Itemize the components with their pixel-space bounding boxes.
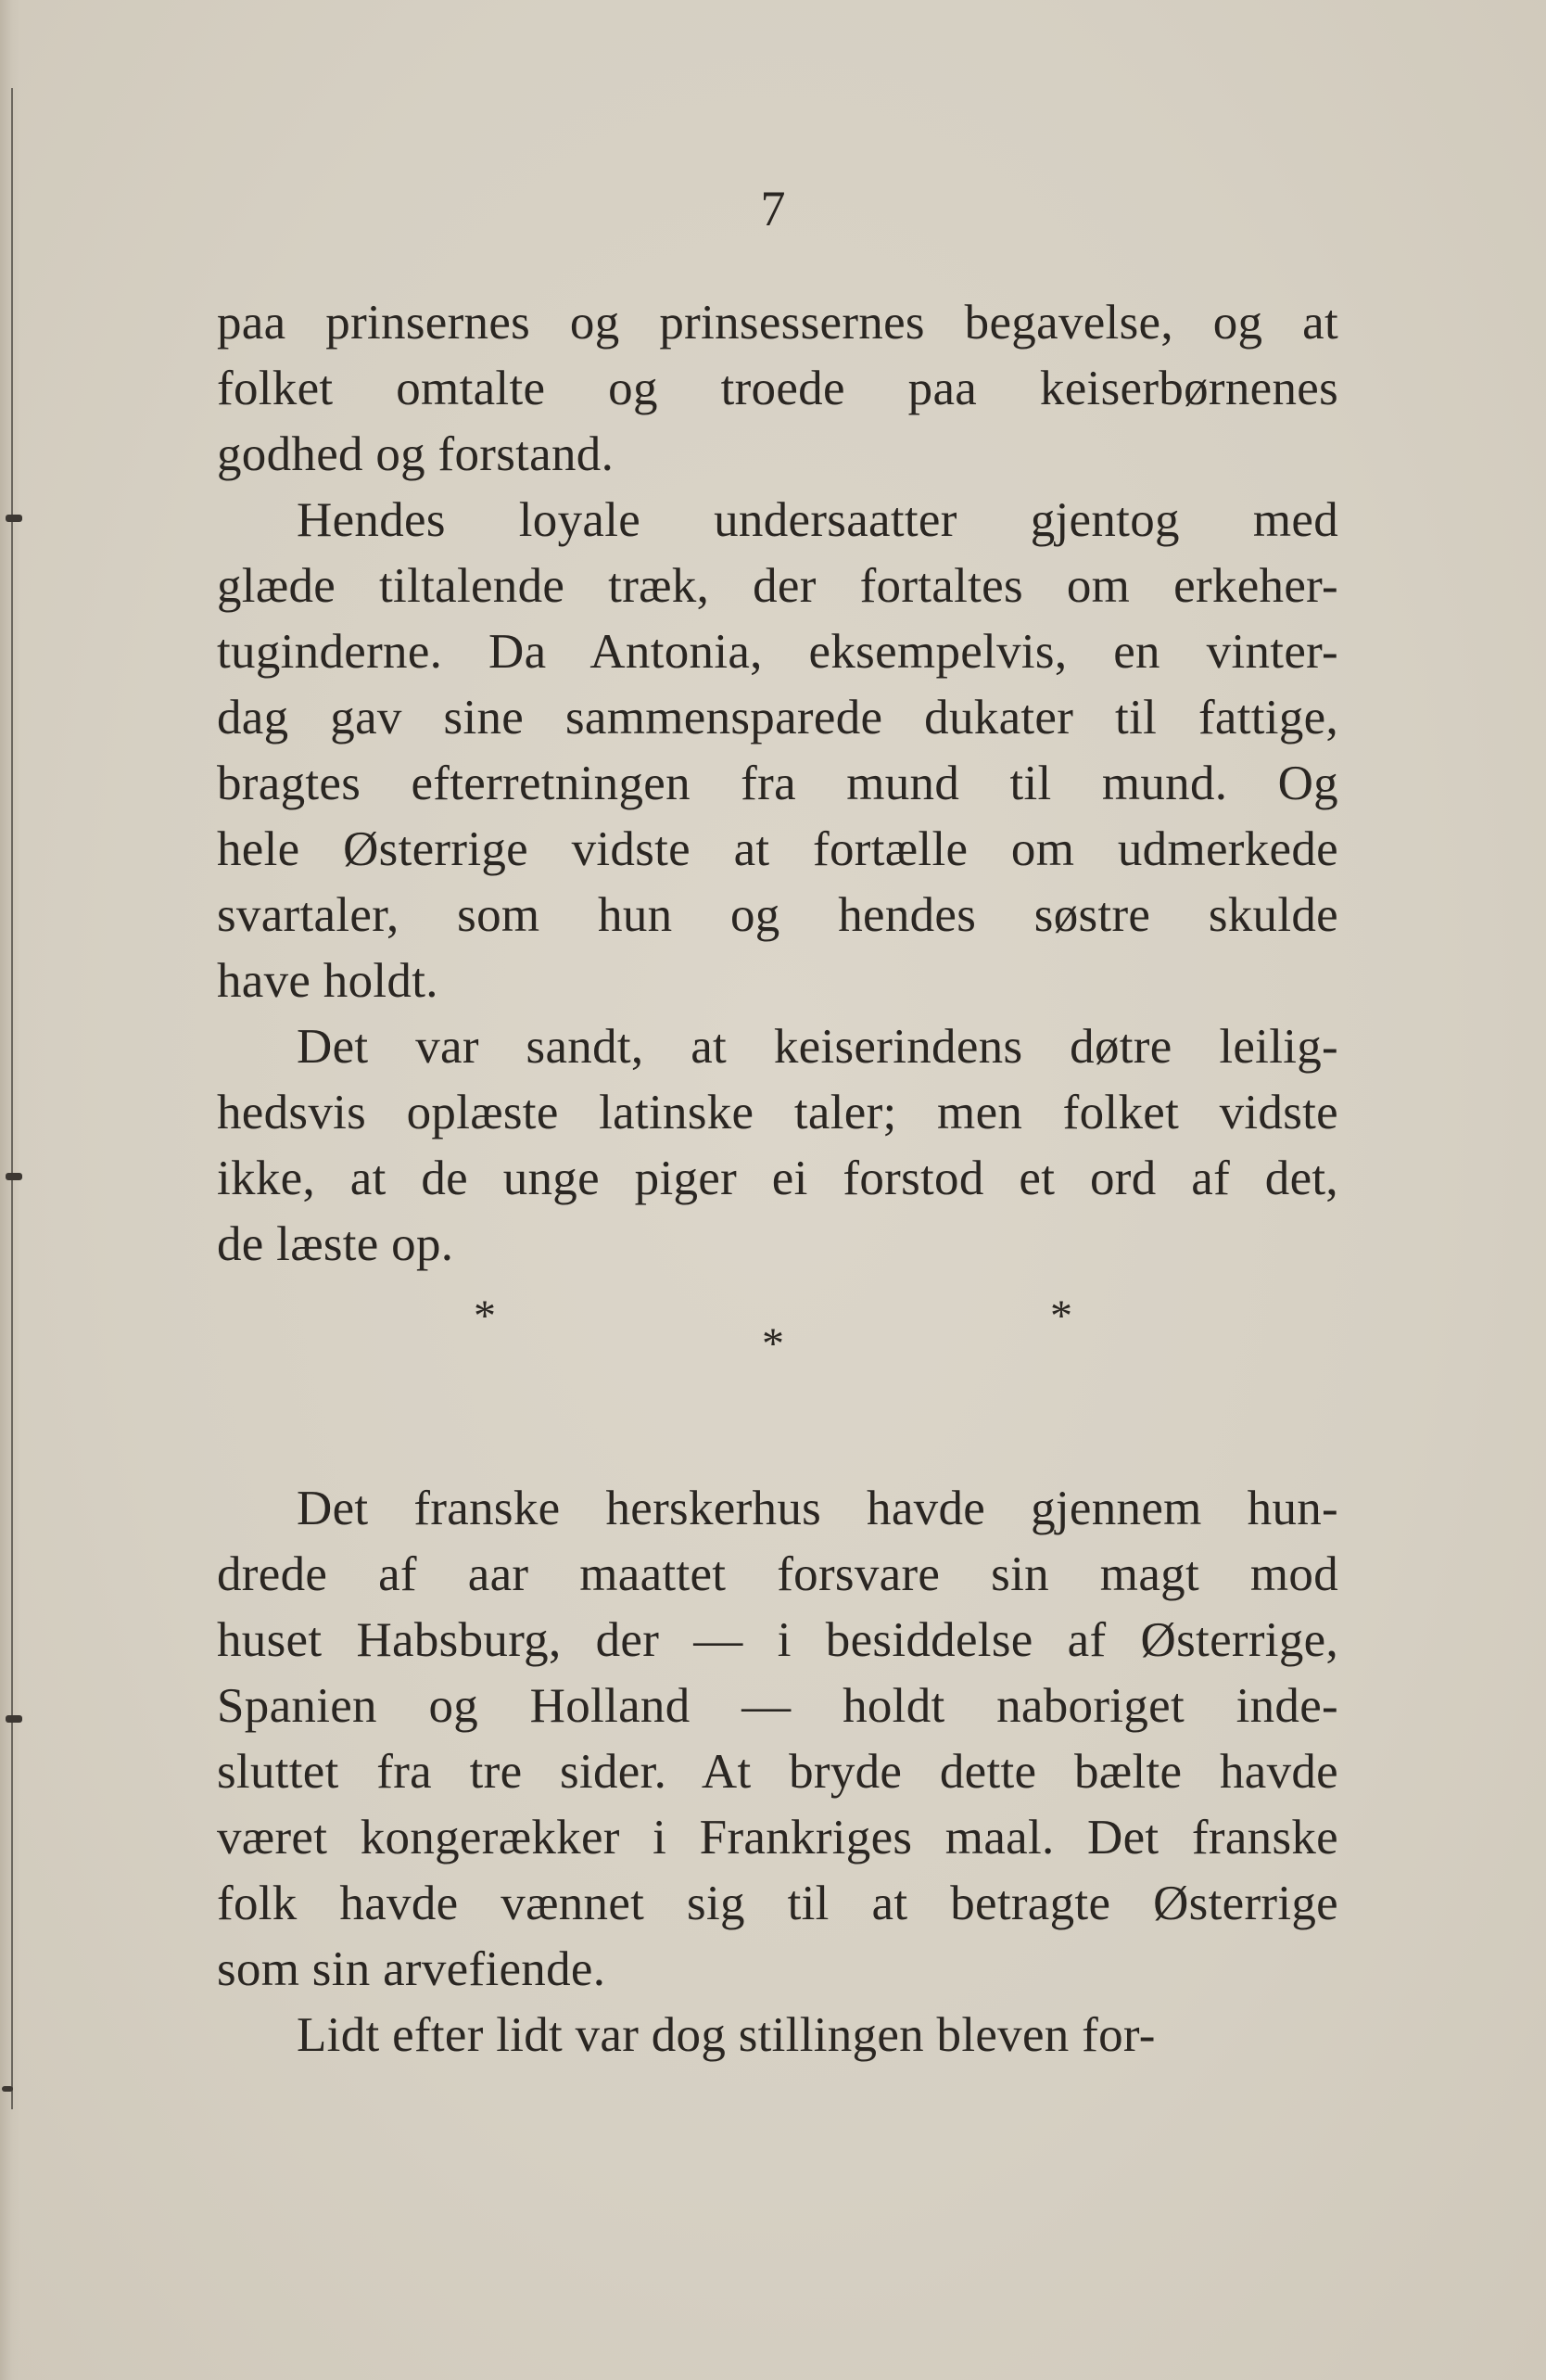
text-line: godhed og forstand. [217,427,615,481]
asterisk: * [762,1319,785,1368]
binding-mark [6,515,22,522]
text-line: sluttet fra tre sider. At bryde dette bælte havde [217,1745,1338,1799]
asterisk: * [474,1292,497,1341]
page-number: 7 [760,181,786,236]
text-line: folk havde vænnet sig til at betragte Østerrige [217,1877,1338,1930]
text-line: hele Østerrige vidste at fortælle om udmerkede [217,822,1338,876]
paragraph [217,1014,1338,1278]
text-line: glæde tiltalende træk, der fortaltes om erkeher- [217,559,1338,613]
text-line: tuginderne. Da Antonia, eksempelvis, en vinter- [217,625,1338,679]
text-line: ikke, at de unge piger ei forstod et ord af det, [217,1152,1338,1205]
binding-mark [6,1715,22,1723]
text-line: folket omtalte og troede paa keiserbørnenes [217,362,1338,415]
text-line: Hendes loyale undersaatter gjentog med [297,493,1338,547]
text-line: huset Habsburg, der — i besiddelse af Østerrige, [217,1613,1338,1667]
text-line: som sin arvefiende. [217,1942,606,1996]
paragraph [217,488,1338,1014]
text-line: Lidt efter lidt var dog stillingen bleven for- [297,2008,1156,2062]
text-line: hedsvis oplæste latinske taler; men folket vidste [217,1086,1338,1139]
text-line: have holdt. [217,954,438,1008]
binding-mark [2,2086,13,2092]
text-line: Spanien og Holland — holdt naboriget inde- [217,1679,1338,1733]
text-line: bragtes efterretningen fra mund til mund. Og [217,757,1338,810]
paragraph [217,1476,1338,2003]
text-line: svartaler, som hun og hendes søstre skulde [217,888,1338,942]
text-line: dag gav sine sammensparede dukater til fattige, [217,691,1338,745]
text-line: drede af aar maattet forsvare sin magt mod [217,1547,1338,1601]
paragraph [217,290,1338,488]
text-line: paa prinsernes og prinsessernes begavelse, og at [217,296,1338,350]
binding-line [11,88,13,2109]
paragraphs-before-break [217,290,1338,1278]
body-text [217,290,1338,2068]
asterisk: * [1050,1292,1073,1341]
text-line: de læste op. [217,1217,454,1271]
section-break [217,1278,1338,1476]
binding-mark [6,1173,22,1180]
text-line: været kongerækker i Frankriges maal. Det franske [217,1811,1338,1865]
text-line: Det franske herskerhus havde gjennem hun- [297,1482,1338,1535]
paragraphs-after-break [217,1476,1338,2068]
page-binding-edge [0,0,20,2380]
text-line: Det var sandt, at keiserindens døtre leilig- [297,1020,1338,1074]
paragraph [217,2003,1338,2068]
